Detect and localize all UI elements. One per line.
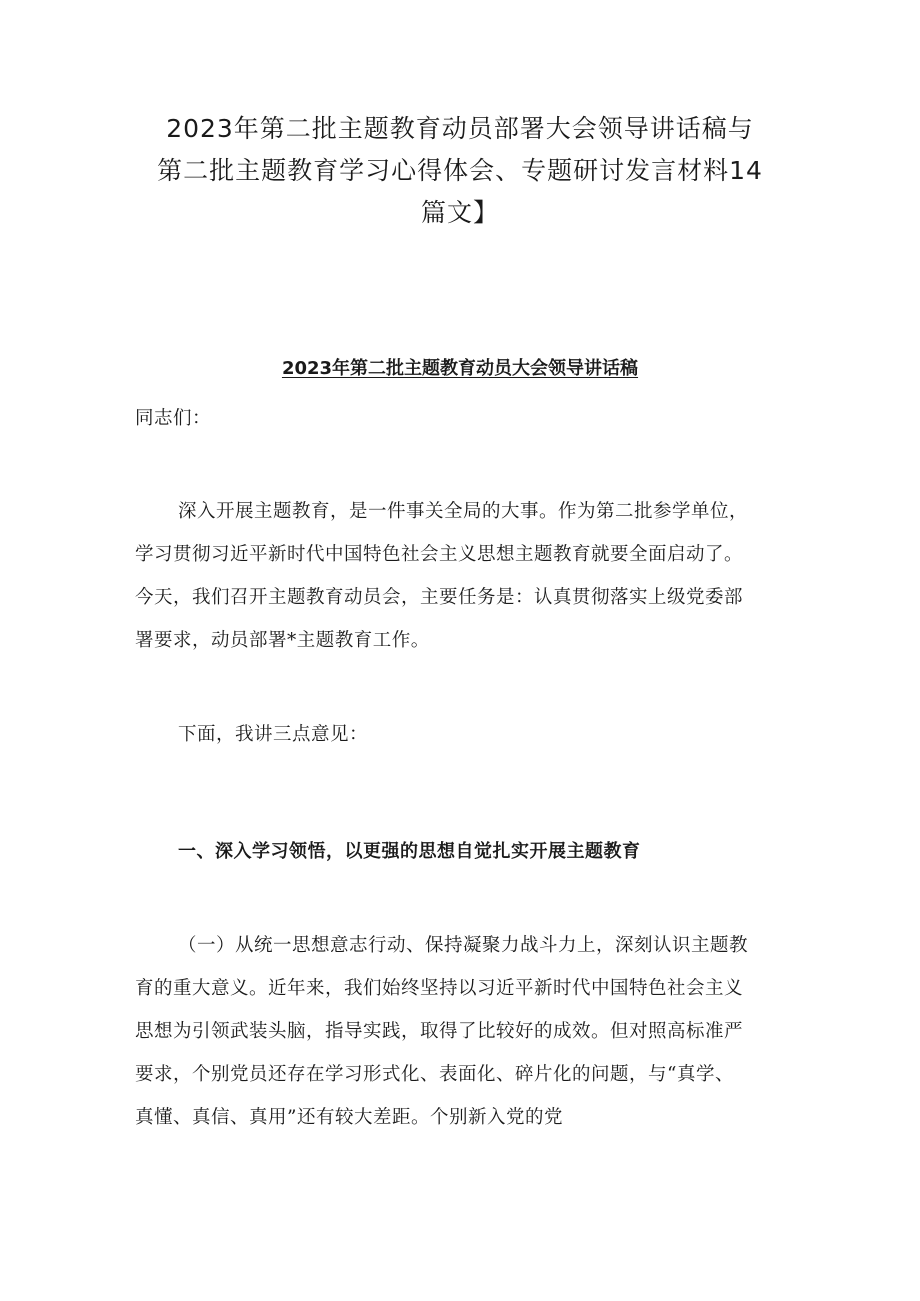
greeting-text: 同志们： — [135, 408, 212, 429]
paragraph-2 — [135, 713, 795, 756]
paragraph-line: 署要求，动员部署*主题教育工作。 — [135, 630, 430, 651]
document-main-title — [100, 108, 820, 234]
main-title-line: 第二批主题教育学习心得体会、专题研讨发言材料14 — [157, 156, 763, 185]
paragraph-line: 思想为引领武装头脑，指导实践，取得了比较好的成效。但对照高标准严 — [135, 1021, 744, 1042]
paragraph-line: 真懂、真信、真用”还有较大差距。个别新入党的党 — [135, 1107, 563, 1128]
main-title-line: 2023年第二批主题教育动员部署大会领导讲话稿与 — [166, 114, 754, 143]
paragraph-1 — [135, 490, 795, 662]
section-1-heading — [135, 830, 795, 873]
paragraph-line: 深入开展主题教育，是一件事关全局的大事。作为第二批参学单位， — [178, 501, 749, 522]
speech-title-text: 2023年第二批主题教育动员大会领导讲话稿 — [281, 358, 639, 379]
paragraph-line: 要求，个别党员还存在学习形式化、表面化、碎片化的问题，与“真学、 — [135, 1064, 734, 1085]
section-heading-text: 一、深入学习领悟，以更强的思想自觉扎实开展主题教育 — [178, 841, 641, 862]
speech-title — [0, 355, 920, 383]
paragraph-line: 学习贯彻习近平新时代中国特色社会主义思想主题教育就要全面启动了。 — [135, 544, 744, 565]
paragraph-line: 育的重大意义。近年来，我们始终坚持以习近平新时代中国特色社会主义 — [135, 978, 744, 999]
greeting — [135, 397, 795, 440]
paragraph-line: （一）从统一思想意志行动、保持凝聚力战斗力上，深刻认识主题教 — [178, 935, 749, 956]
main-title-line: 篇文】 — [420, 198, 499, 227]
paragraph-line: 下面，我讲三点意见： — [178, 724, 369, 745]
paragraph-line: 今天，我们召开主题教育动员会，主要任务是：认真贯彻落实上级党委部 — [135, 587, 744, 608]
paragraph-3 — [135, 924, 795, 1139]
